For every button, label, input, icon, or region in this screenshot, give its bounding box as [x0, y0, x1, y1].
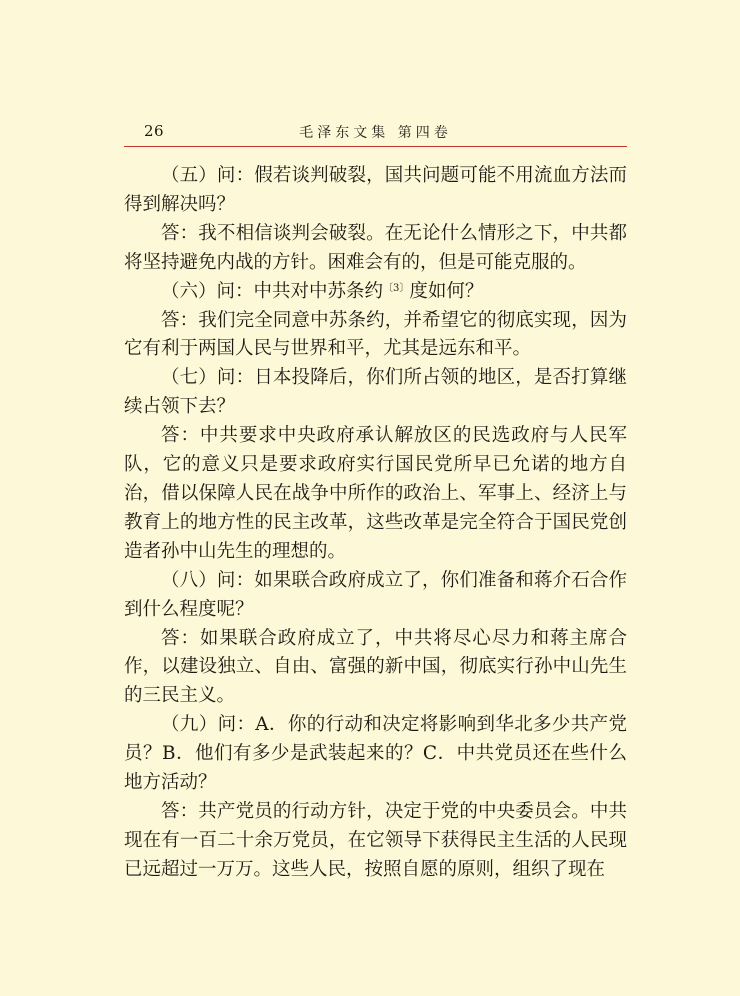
page-header: [124, 118, 627, 146]
paragraph-q6: [124, 278, 627, 307]
paragraph-a5: 答：我不相信谈判会破裂。在无论什么情形之下，中共都将坚持避免内战的方针。困难会有的，但是可能克服的。: [124, 222, 627, 273]
page-number: 26: [144, 122, 165, 140]
paragraph-q8: （八）问：如果联合政府成立了，你们准备和蒋介石合作到什么程度呢？: [124, 569, 627, 620]
running-title: 毛泽东文集 第四卷: [299, 125, 452, 141]
paragraph-a7: 答：中共要求中央政府承认解放区的民选政府与人民军队，它的意义只是要求政府实行国民党所早已允诺的地方自治，借以保障人民在战争中所作的政治上、军事上、经济上与教育上的地方性的民主改革，这些改革是完全符合于国民党创造者孙中山先生的理想的。: [124, 425, 627, 562]
paragraph-q6-tail: 度如何？: [409, 280, 484, 302]
paragraph-a8: 答：如果联合政府成立了，中共将尽心尽力和蒋主席合作，以建设独立、自由、富强的新中国，彻底实行孙中山先生的三民主义。: [124, 627, 627, 707]
paragraph-q9: （九）问：A．你的行动和决定将影响到华北多少共产党员？B．他们有多少是武装起来的？C．中共党员还在些什么地方活动？: [124, 714, 627, 794]
paragraph-q6-lead: （六）问：中共对中苏条约: [161, 280, 384, 302]
paragraph-q7: （七）问：日本投降后，你们所占领的地区，是否打算继续占领下去？: [124, 367, 627, 418]
body-text: [124, 162, 627, 885]
footnote-marker[interactable]: 〔3〕: [383, 282, 410, 294]
paragraph-a6: 答：我们完全同意中苏条约，并希望它的彻底实现，因为它有利于两国人民与世界和平，尤其是远东和平。: [124, 309, 627, 360]
header-rule: [124, 146, 627, 147]
paragraph-a9: 答：共产党员的行动方针，决定于党的中央委员会。中共现在有一百二十余万党员，在它领导下获得民主生活的人民现已远超过一万万。这些人民，按照自愿的原则，组织了现在: [124, 800, 627, 880]
paragraph-q5: （五）问：假若谈判破裂，国共问题可能不用流血方法而得到解决吗？: [124, 165, 627, 215]
